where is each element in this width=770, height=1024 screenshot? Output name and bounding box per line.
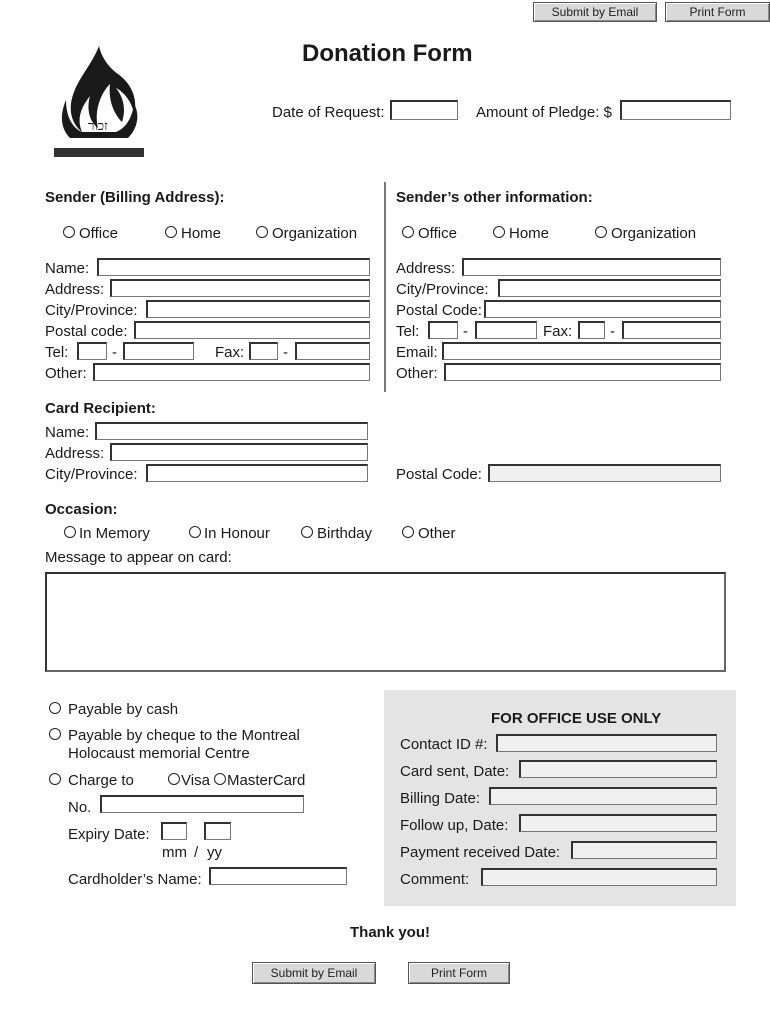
payment-received-date-field[interactable] <box>571 841 717 859</box>
sender-office-radio[interactable] <box>63 226 75 238</box>
comment-label: Comment: <box>400 871 470 888</box>
sender-postal-field[interactable] <box>134 321 370 339</box>
occasion-other-label: Other <box>418 525 456 542</box>
billing-date-label: Billing Date: <box>400 790 481 807</box>
cardholder-name-label: Cardholder’s Name: <box>68 871 202 888</box>
other-organization-radio[interactable] <box>595 226 607 238</box>
other-email-field[interactable] <box>442 342 721 360</box>
submit-by-email-button-bottom[interactable]: Submit by Email <box>252 962 376 984</box>
other-tel-area-field[interactable] <box>428 321 458 339</box>
occasion-birthday-label: Birthday <box>317 525 373 542</box>
other-office-radio[interactable] <box>402 226 414 238</box>
sender-other-field[interactable] <box>93 363 370 381</box>
logo <box>52 44 146 160</box>
expiry-date-label: Expiry Date: <box>68 826 150 843</box>
amount-of-pledge-label: Amount of Pledge: $ <box>476 104 612 121</box>
sender-city-field[interactable] <box>146 300 370 318</box>
cardholder-name-field[interactable] <box>209 867 347 885</box>
contact-id-label: Contact ID #: <box>400 736 488 753</box>
other-other-field[interactable] <box>444 363 721 381</box>
sender-fax-number-field[interactable] <box>295 342 370 360</box>
charge-to-label: Charge to <box>68 772 134 789</box>
card-number-field[interactable] <box>100 795 304 813</box>
billing-date-field[interactable] <box>489 787 717 805</box>
sender-tel-number-field[interactable] <box>123 342 194 360</box>
sender-organization-radio[interactable] <box>256 226 268 238</box>
sender-fax-dash: - <box>283 344 288 361</box>
sender-postal-label: Postal code: <box>45 323 128 340</box>
logo-hebrew-text: זכור <box>88 119 108 134</box>
charge-to-radio[interactable] <box>49 773 61 785</box>
payable-cheque-radio[interactable] <box>49 728 61 740</box>
sender-tel-dash: - <box>112 344 117 361</box>
sender-home-radio[interactable] <box>165 226 177 238</box>
other-tel-number-field[interactable] <box>475 321 537 339</box>
print-form-button-top[interactable]: Print Form <box>665 2 770 22</box>
occasion-birthday-radio[interactable] <box>301 526 313 538</box>
payable-cheque-label-line2: Holocaust memorial Centre <box>68 745 250 762</box>
follow-up-date-label: Follow up, Date: <box>400 817 509 834</box>
other-postal-field[interactable] <box>484 300 721 318</box>
date-of-request-label: Date of Request: <box>272 104 385 121</box>
follow-up-date-field[interactable] <box>519 814 717 832</box>
expiry-year-field[interactable] <box>204 822 231 840</box>
office-use-heading: FOR OFFICE USE ONLY <box>491 710 662 727</box>
card-sent-date-field[interactable] <box>519 760 717 778</box>
payment-received-date-label: Payment received Date: <box>400 844 561 861</box>
occasion-other-radio[interactable] <box>402 526 414 538</box>
payable-cheque-label-line1: Payable by cheque to the Montreal <box>68 727 300 744</box>
sender-tel-label: Tel: <box>45 344 69 361</box>
recipient-name-field[interactable] <box>95 422 368 440</box>
sender-fax-label: Fax: <box>215 344 245 361</box>
other-home-label: Home <box>509 225 550 242</box>
sender-fax-area-field[interactable] <box>249 342 278 360</box>
occasion-in-honour-radio[interactable] <box>189 526 201 538</box>
expiry-yy-label: yy <box>207 844 222 861</box>
section-divider <box>384 182 386 392</box>
other-tel-dash: - <box>463 323 468 340</box>
card-sent-date-label: Card sent, Date: <box>400 763 510 780</box>
card-number-label: No. <box>68 799 92 816</box>
mastercard-label: MasterCard <box>227 772 306 789</box>
sender-other-heading: Sender’s other information: <box>396 189 593 206</box>
message-label: Message to appear on card: <box>45 549 232 566</box>
sender-tel-area-field[interactable] <box>77 342 107 360</box>
sender-office-label: Office <box>79 225 118 242</box>
sender-address-label: Address: <box>45 281 105 298</box>
sender-organization-label: Organization <box>272 225 358 242</box>
other-home-radio[interactable] <box>493 226 505 238</box>
payable-cash-label: Payable by cash <box>68 701 179 718</box>
other-postal-label: Postal Code: <box>396 302 482 319</box>
sender-home-label: Home <box>181 225 222 242</box>
recipient-city-label: City/Province: <box>45 466 138 483</box>
other-fax-number-field[interactable] <box>622 321 721 339</box>
print-form-button-bottom[interactable]: Print Form <box>408 962 510 984</box>
other-tel-label: Tel: <box>396 323 420 340</box>
payable-cash-radio[interactable] <box>49 702 61 714</box>
recipient-address-field[interactable] <box>110 443 368 461</box>
other-city-field[interactable] <box>498 279 721 297</box>
other-email-label: Email: <box>396 344 438 361</box>
recipient-postal-field[interactable] <box>488 464 721 482</box>
contact-id-field[interactable] <box>496 734 717 752</box>
other-office-label: Office <box>418 225 457 242</box>
thank-you-text: Thank you! <box>350 924 431 941</box>
recipient-heading: Card Recipient: <box>45 400 156 417</box>
recipient-city-field[interactable] <box>146 464 368 482</box>
occasion-heading: Occasion: <box>45 501 118 518</box>
other-fax-label: Fax: <box>543 323 573 340</box>
other-address-field[interactable] <box>462 258 721 276</box>
sender-address-field[interactable] <box>110 279 370 297</box>
amount-of-pledge-field[interactable] <box>620 100 731 120</box>
visa-label: Visa <box>181 772 210 789</box>
page-title: Donation Form <box>302 40 473 67</box>
other-other-label: Other: <box>396 365 438 382</box>
comment-field[interactable] <box>481 868 717 886</box>
mastercard-radio[interactable] <box>214 773 226 785</box>
other-fax-area-field[interactable] <box>578 321 605 339</box>
message-textarea[interactable] <box>45 572 726 672</box>
occasion-in-honour-label: In Honour <box>204 525 270 542</box>
sender-name-label: Name: <box>45 260 90 277</box>
date-of-request-field[interactable] <box>390 100 458 120</box>
submit-by-email-button-top[interactable]: Submit by Email <box>533 2 657 22</box>
sender-city-label: City/Province: <box>45 302 138 319</box>
visa-radio[interactable] <box>168 773 180 785</box>
occasion-in-memory-label: In Memory <box>79 525 150 542</box>
sender-name-field[interactable] <box>97 258 370 276</box>
other-address-label: Address: <box>396 260 456 277</box>
occasion-in-memory-radio[interactable] <box>64 526 76 538</box>
sender-other-label: Other: <box>45 365 87 382</box>
sender-heading: Sender (Billing Address): <box>45 189 225 206</box>
expiry-month-field[interactable] <box>161 822 187 840</box>
flame-logo-icon <box>52 44 146 160</box>
other-fax-dash: - <box>610 323 615 340</box>
recipient-name-label: Name: <box>45 424 90 441</box>
other-organization-label: Organization <box>611 225 697 242</box>
other-city-label: City/Province: <box>396 281 489 298</box>
recipient-address-label: Address: <box>45 445 105 462</box>
recipient-postal-label: Postal Code: <box>396 466 482 483</box>
expiry-mm-label: mm <box>162 844 187 861</box>
expiry-slash-label: / <box>194 844 199 861</box>
